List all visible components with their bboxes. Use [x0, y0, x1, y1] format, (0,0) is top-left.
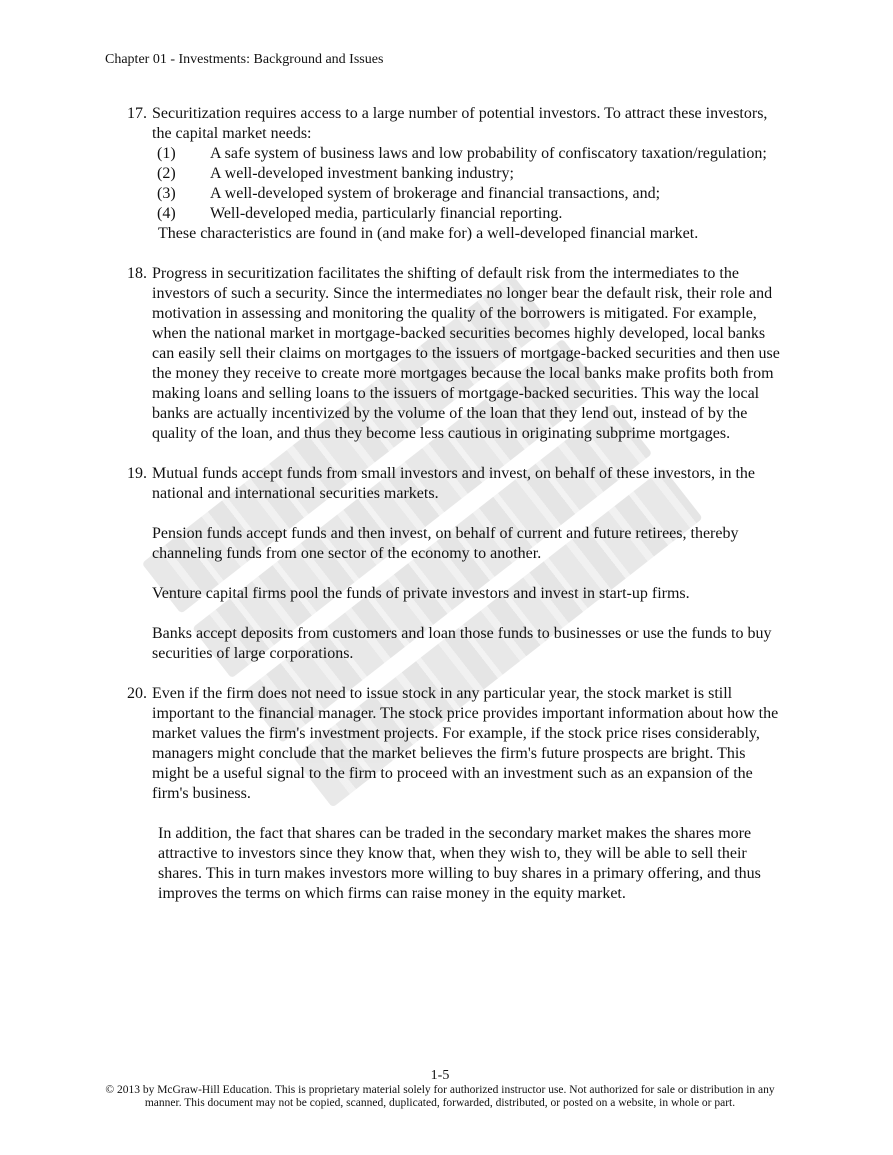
question-number: 19. [127, 465, 147, 482]
question-17-conclusion: These characteristics are found in (and make for) a well-developed financial market. [158, 225, 699, 242]
list-item-label: (1) [157, 145, 176, 162]
question-19 [127, 464, 782, 664]
requirements-list [152, 144, 782, 224]
stock-market-paragraph: Even if the firm does not need to issue stock in any particular year, the stock market is still important to the financial manager. The stock price provides important information about how the market values the firm's investment projects. For example, if the stock price rises considerably, managers might conclude that the market believes the firm's future prospects are bright. This might be a useful signal to the firm to proceed with an investment such as an expansion of the firm's business. [152, 685, 779, 802]
list-item-text: A well-developed investment banking industry; [210, 165, 514, 182]
question-17-intro: Securitization requires access to a large number of potential investors. To attract these investors, the capital market needs: [152, 105, 768, 142]
copyright-notice: © 2013 by McGraw-Hill Education. This is proprietary material solely for authorized instructor use. Not authorized for sale or distribution in any manner. This document may not be copied, scanned, duplicated, forwarded, distributed, or posted on a website, in whole or part. [105, 1084, 775, 1109]
question-20 [127, 684, 782, 904]
list-item-label: (3) [157, 185, 176, 202]
question-number: 20. [127, 685, 147, 702]
list-item-text: A safe system of business laws and low probability of confiscatory taxation/regulation; [210, 145, 767, 162]
banks-paragraph: Banks accept deposits from customers and loan those funds to businesses or use the funds to buy securities of large corporations. [152, 625, 772, 662]
question-number: 17. [127, 105, 147, 122]
running-header: Chapter 01 - Investments: Background and Issues [105, 52, 384, 67]
secondary-market-paragraph: In addition, the fact that shares can be traded in the secondary market makes the shares more attractive to investors since they know that, when they wish to, they will be able to sell their shares. This in turn makes investors more willing to buy shares in a primary offering, and thus improves the terms on which firms can raise money in the equity market. [158, 825, 761, 902]
list-item-text: Well-developed media, particularly financial reporting. [210, 205, 563, 222]
question-18 [127, 264, 782, 444]
list-item [152, 204, 782, 224]
list-item [152, 164, 782, 184]
question-number: 18. [127, 265, 147, 282]
list-item [152, 184, 782, 204]
list-item-text: A well-developed system of brokerage and financial transactions, and; [210, 185, 661, 202]
pension-funds-paragraph: Pension funds accept funds and then invest, on behalf of current and future retirees, thereby channeling funds from one sector of the economy to another. [152, 525, 739, 562]
list-item [152, 144, 782, 164]
page-number: 1-5 [430, 1068, 450, 1083]
document-body [127, 104, 782, 924]
mutual-funds-paragraph: Mutual funds accept funds from small investors and invest, on behalf of these investors, in the national and international securities markets. [152, 465, 755, 502]
venture-capital-paragraph: Venture capital firms pool the funds of private investors and invest in start-up firms. [152, 585, 690, 602]
page-footer [100, 1068, 780, 1110]
list-item-label: (4) [157, 205, 176, 222]
list-item-label: (2) [157, 165, 176, 182]
question-17 [127, 104, 782, 244]
question-18-answer: Progress in securitization facilitates the shifting of default risk from the intermediates to the investors of such a security. Since the intermediates no longer bear the default risk, their role and motivation in assessing and monitoring the quality of the borrowers is mitigated. For example, when the national market in mortgage-backed securities becomes highly developed, local banks can easily sell their claims on mortgages to the issuers of mortgage-backed securities and then use the money they receive to create more mortgages because the local banks make profits both from making loans and selling loans to the issuers of mortgage-backed securities. This way the local banks are actually incentivized by the volume of the loan that they lend out, instead of by the quality of the loan, and thus they become less cautious in originating subprime mortgages. [152, 265, 780, 442]
